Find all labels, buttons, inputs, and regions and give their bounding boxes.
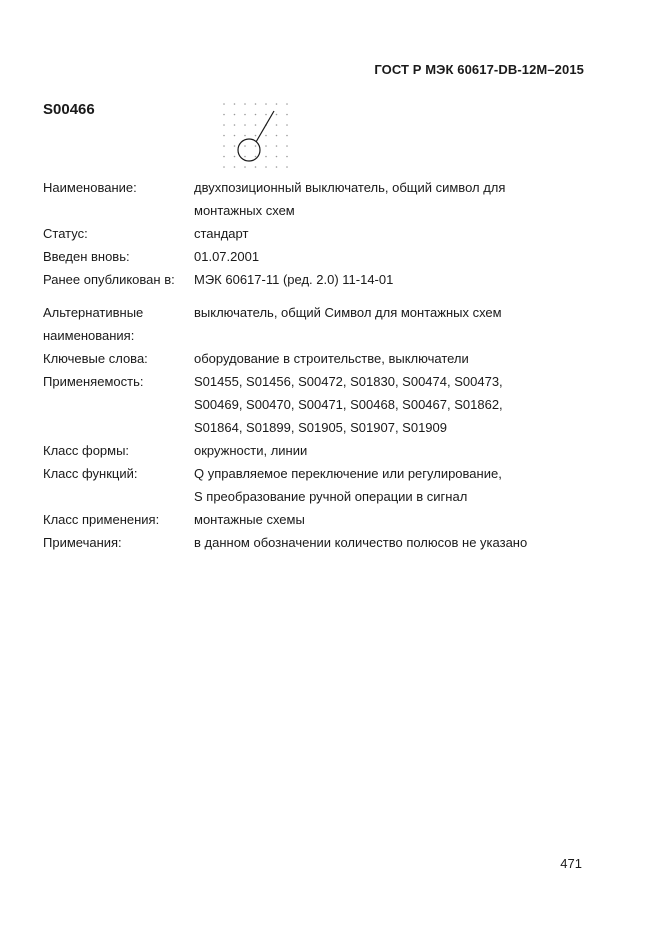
value-line: двухпозиционный выключатель, общий символ для: [194, 180, 506, 195]
field-value: в данном обозначении количество полюсов не указано: [194, 535, 528, 550]
grid-dot: [223, 156, 225, 158]
grid-dot: [286, 135, 288, 137]
grid-dot: [255, 103, 257, 105]
grid-dot: [244, 135, 246, 137]
grid-dot: [255, 145, 257, 147]
grid-dot: [234, 156, 236, 158]
grid-dot: [244, 145, 246, 147]
field-label: Класс применения:: [43, 512, 160, 527]
field-value: окружности, линии: [194, 443, 308, 458]
field-label: Примечания:: [43, 535, 122, 550]
page-number: 471: [560, 856, 582, 871]
field-applicability: [43, 370, 603, 439]
field-alt-names: [43, 301, 603, 347]
grid-dot: [223, 124, 225, 126]
grid-dot: [223, 135, 225, 137]
field-label: Класс формы:: [43, 443, 130, 458]
symbol-attributes: [43, 176, 603, 554]
grid-dot: [223, 114, 225, 116]
field-label: Ранее опубликован в:: [43, 272, 175, 287]
field-value: [194, 462, 603, 508]
two-position-switch-symbol-icon: [220, 100, 292, 177]
grid-dot: [276, 114, 278, 116]
field-status: [43, 222, 603, 245]
grid-dot: [223, 166, 225, 168]
field-published: [43, 268, 603, 291]
label-line: Альтернативные: [43, 305, 144, 320]
field-notes: [43, 531, 603, 554]
grid-dot: [276, 166, 278, 168]
field-label: Класс функций:: [43, 466, 138, 481]
grid-dot: [255, 135, 257, 137]
grid-dot: [276, 103, 278, 105]
grid-dot: [234, 114, 236, 116]
value-line: S01864, S01899, S01905, S01907, S01909: [194, 420, 447, 435]
field-label: Статус:: [43, 226, 88, 241]
value-line: монтажных схем: [194, 203, 295, 218]
grid-dot: [255, 156, 257, 158]
switch-lever: [256, 111, 274, 142]
grid-dot: [244, 114, 246, 116]
field-value: 01.07.2001: [194, 249, 260, 264]
grid-dot: [286, 114, 288, 116]
grid-dot: [286, 145, 288, 147]
field-keywords: [43, 347, 603, 370]
value-line: S01455, S01456, S00472, S01830, S00474, S00473,: [194, 374, 503, 389]
field-value: [194, 176, 603, 222]
field-value: [194, 370, 603, 439]
field-value: оборудование в строительстве, выключатели: [194, 351, 469, 366]
field-label: Введен вновь:: [43, 249, 130, 264]
grid-dot: [234, 145, 236, 147]
symbol-code: S00466: [43, 101, 95, 118]
grid-dot: [244, 156, 246, 158]
field-value: монтажные схемы: [194, 512, 305, 527]
grid-dot: [244, 124, 246, 126]
grid-dot: [276, 145, 278, 147]
field-label: Наименование:: [43, 180, 137, 195]
document-standard-header: ГОСТ Р МЭК 60617-DB-12M–2015: [374, 62, 584, 77]
grid-dot: [244, 166, 246, 168]
grid-dot: [234, 135, 236, 137]
field-function-class: [43, 462, 603, 508]
grid-dot: [234, 103, 236, 105]
field-introduced: [43, 245, 603, 268]
grid-dot: [286, 124, 288, 126]
field-value: стандарт: [194, 226, 249, 241]
grid-dot: [255, 166, 257, 168]
field-value: МЭК 60617-11 (ред. 2.0) 11-14-01: [194, 272, 394, 287]
grid-dot: [265, 135, 267, 137]
grid-dot: [255, 124, 257, 126]
field-label: Применяемость:: [43, 374, 144, 389]
field-name: [43, 176, 603, 222]
value-line: S преобразование ручной операции в сигнал: [194, 489, 468, 504]
grid-dot: [244, 103, 246, 105]
grid-dot: [286, 103, 288, 105]
grid-dot: [265, 166, 267, 168]
grid-dot: [223, 103, 225, 105]
field-label: Ключевые слова:: [43, 351, 148, 366]
grid-dot: [265, 156, 267, 158]
field-value: выключатель, общий Символ для монтажных схем: [194, 305, 502, 320]
grid-dot: [286, 156, 288, 158]
grid-dot: [265, 145, 267, 147]
grid-dot: [265, 103, 267, 105]
grid-dot: [276, 135, 278, 137]
grid-dot: [234, 124, 236, 126]
grid-dot: [286, 166, 288, 168]
grid-dot: [276, 156, 278, 158]
grid-dot: [265, 114, 267, 116]
grid-dot: [223, 145, 225, 147]
grid-dot: [276, 124, 278, 126]
value-line: S00469, S00470, S00471, S00468, S00467, S01862,: [194, 397, 503, 412]
grid-dot: [255, 114, 257, 116]
field-shape-class: [43, 439, 603, 462]
label-line: наименования:: [43, 328, 135, 343]
grid-dot: [234, 166, 236, 168]
field-label: [43, 301, 194, 347]
field-application-class: [43, 508, 603, 531]
switch-circle: [238, 139, 260, 161]
value-line: Q управляемое переключение или регулирование,: [194, 466, 502, 481]
